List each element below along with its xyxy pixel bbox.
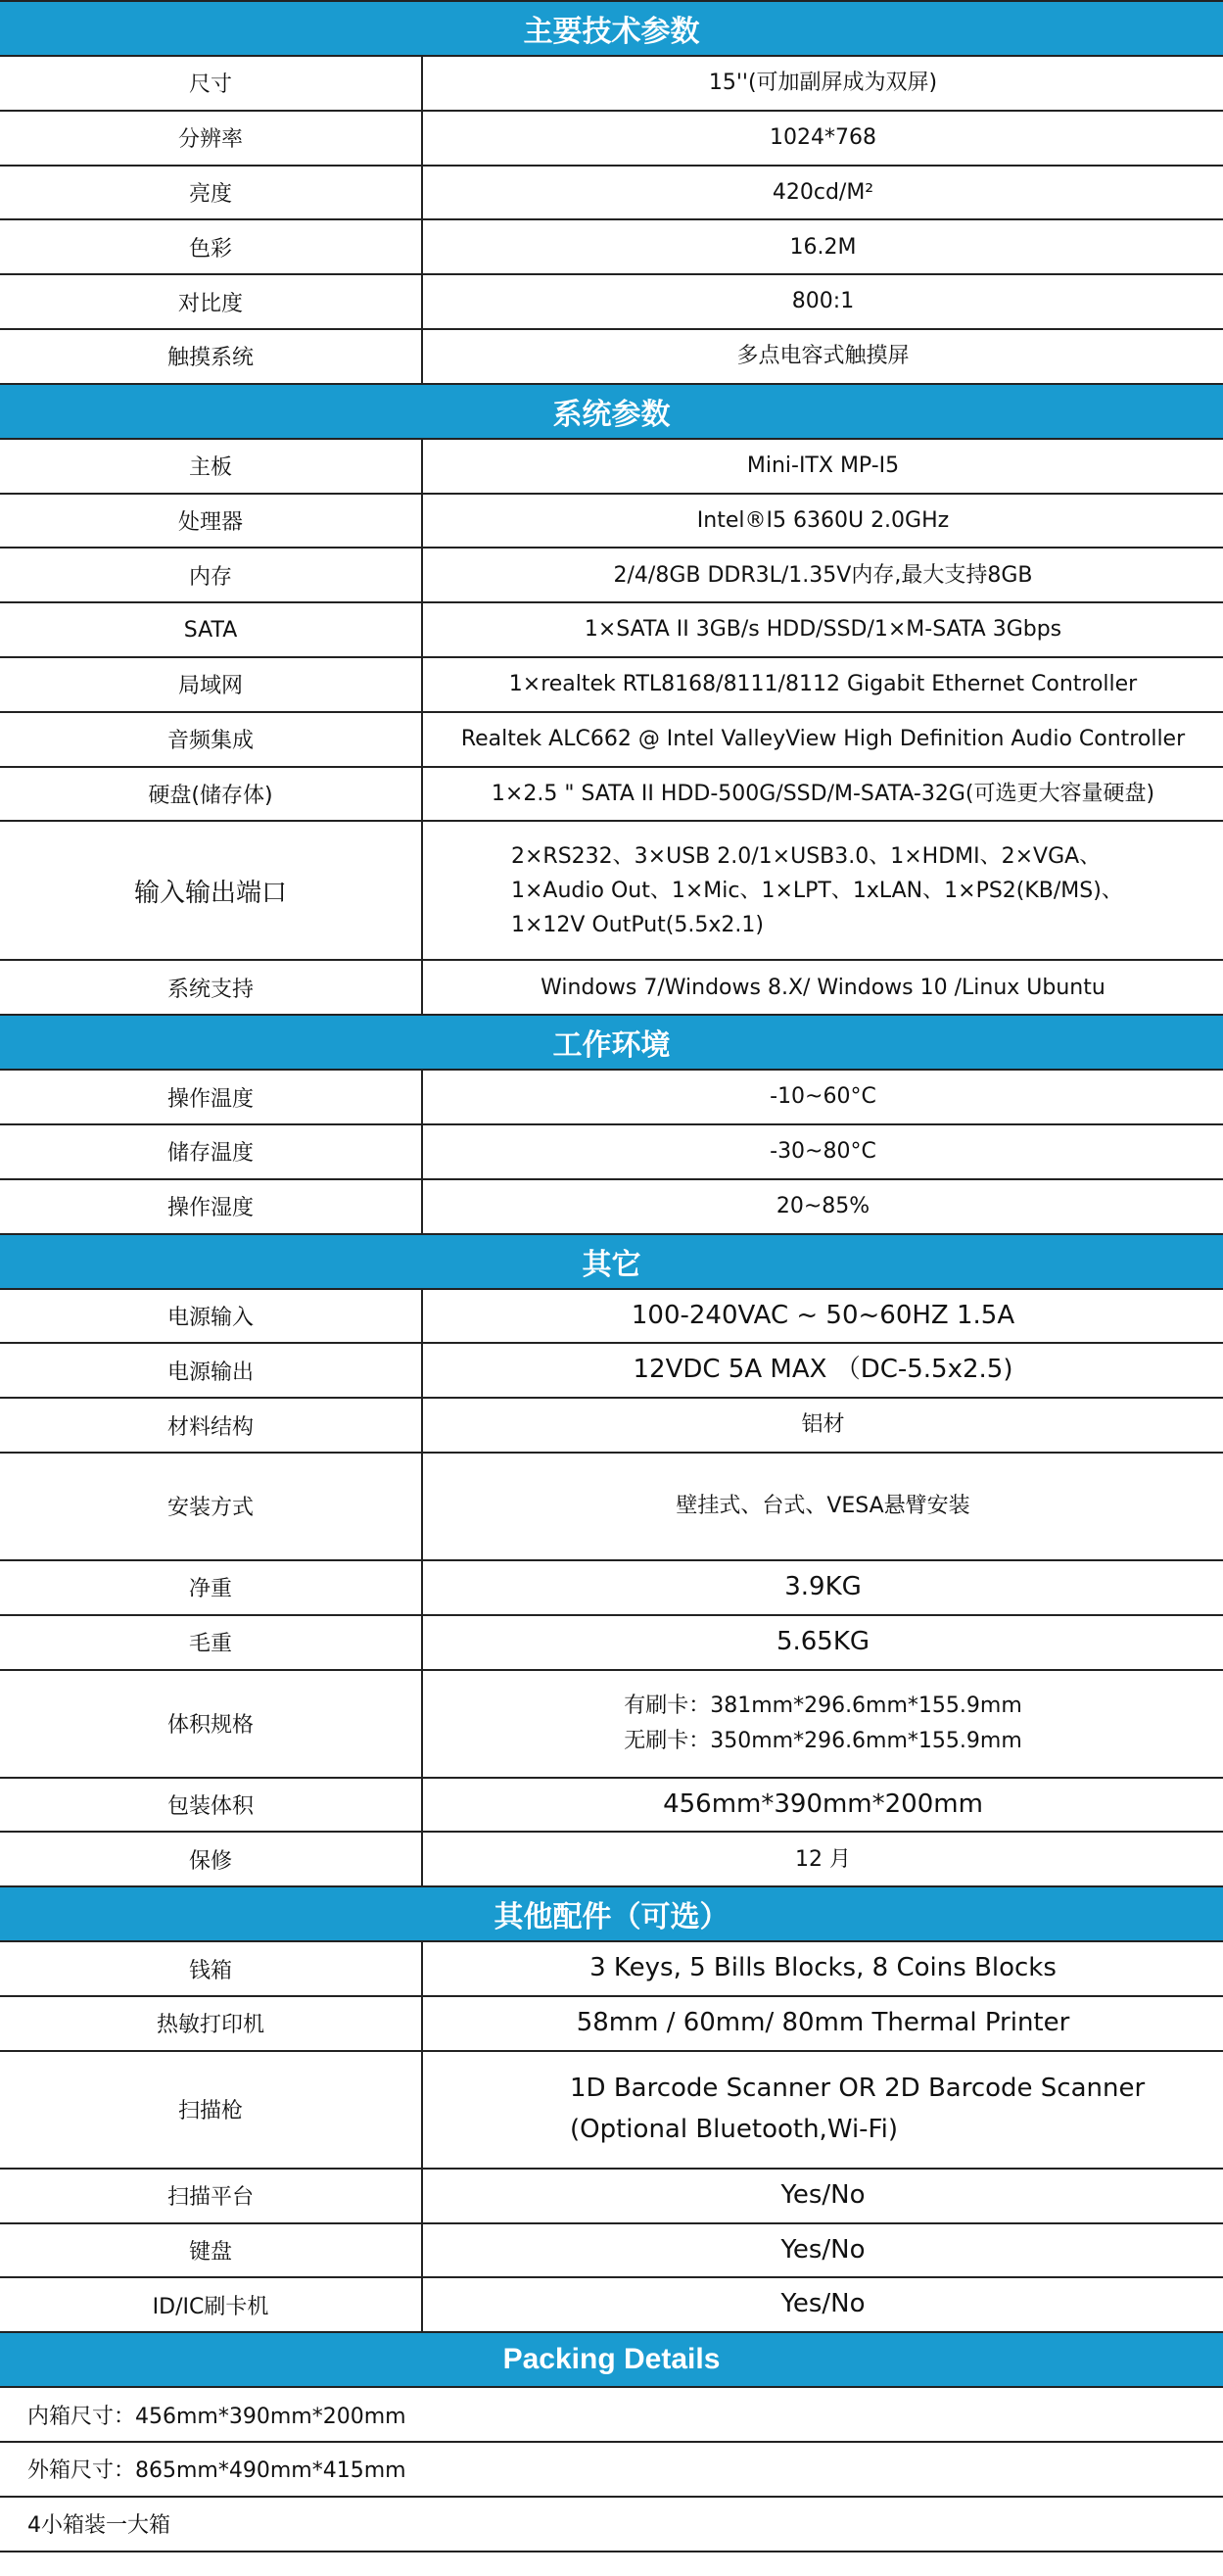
spec-row	[0, 440, 1223, 495]
spec-value-line: 1×SATA II 3GB/s HDD/SSD/1×M-SATA 3Gbps	[584, 617, 1062, 643]
spec-row	[0, 1071, 1223, 1125]
spec-row	[0, 2170, 1223, 2224]
spec-row	[0, 658, 1223, 713]
spec-label: 操作湿度	[0, 1180, 423, 1233]
spec-row	[0, 768, 1223, 823]
spec-label: 触摸系统	[0, 330, 423, 383]
spec-value	[423, 167, 1223, 219]
spec-row	[0, 822, 1223, 961]
spec-value-line: 12 月	[795, 1846, 851, 1872]
section-header: 其它	[0, 1235, 1223, 1290]
spec-value-line: Yes/No	[780, 2234, 866, 2265]
spec-row	[0, 549, 1223, 603]
spec-value-line: Mini-ITX MP-I5	[746, 453, 900, 479]
spec-value	[423, 1942, 1223, 1995]
spec-value-line: -10~60°C	[770, 1084, 876, 1110]
spec-label: 电源输出	[0, 1344, 423, 1397]
spec-value	[423, 1561, 1223, 1614]
spec-label: 净重	[0, 1561, 423, 1614]
spec-row	[0, 1125, 1223, 1180]
spec-value	[423, 2278, 1223, 2331]
spec-label: 音频集成	[0, 713, 423, 766]
spec-value	[423, 275, 1223, 328]
spec-value	[423, 220, 1223, 273]
spec-value	[423, 603, 1223, 656]
spec-label: 扫描平台	[0, 2170, 423, 2222]
section-header: 其他配件（可选）	[0, 1887, 1223, 1942]
spec-row	[0, 603, 1223, 658]
spec-row	[0, 112, 1223, 167]
spec-label: 毛重	[0, 1616, 423, 1669]
spec-value	[423, 112, 1223, 165]
spec-row	[0, 1833, 1223, 1887]
spec-value	[423, 961, 1223, 1014]
spec-value-line: 100-240VAC ~ 50~60HZ 1.5A	[631, 1300, 1015, 1330]
spec-value-line: 无刷卡：350mm*296.6mm*155.9mm	[624, 1728, 1022, 1753]
spec-value-line: 420cd/M²	[772, 179, 874, 205]
spec-value-line: (Optional Bluetooth,Wi-Fi)	[570, 2114, 898, 2144]
spec-value	[423, 1779, 1223, 1832]
spec-value	[423, 1671, 1223, 1777]
spec-row	[0, 1942, 1223, 1997]
spec-value-line: 456mm*390mm*200mm	[663, 1789, 983, 1819]
spec-value-line: 壁挂式、台式、VESA悬臂安装	[676, 1494, 970, 1519]
spec-row	[0, 1616, 1223, 1671]
spec-label: 硬盘(储存体)	[0, 768, 423, 821]
spec-value	[423, 2052, 1223, 2168]
packing-header: Packing Details	[0, 2333, 1223, 2388]
spec-row	[0, 1344, 1223, 1399]
spec-row	[0, 330, 1223, 385]
spec-label: 尺寸	[0, 57, 423, 110]
packing-line: 内箱尺寸：456mm*390mm*200mm	[0, 2388, 1223, 2443]
spec-label: 键盘	[0, 2224, 423, 2277]
spec-label: 主板	[0, 440, 423, 493]
packing-line: 外箱尺寸：865mm*490mm*415mm	[0, 2443, 1223, 2498]
spec-row	[0, 1180, 1223, 1235]
spec-value-line: 2/4/8GB DDR3L/1.35V内存,最大支持8GB	[613, 562, 1033, 588]
spec-label: 处理器	[0, 495, 423, 548]
spec-value-line: 1×2.5 " SATA II HDD-500G/SSD/M-SATA-32G(可选更大容量硬盘)	[491, 781, 1155, 806]
spec-row	[0, 1290, 1223, 1345]
spec-value-line: 1D Barcode Scanner OR 2D Barcode Scanner	[570, 2074, 1146, 2104]
spec-value-line: 16.2M	[789, 234, 857, 260]
spec-label: 材料结构	[0, 1399, 423, 1452]
spec-value-line: 1×realtek RTL8168/8111/8112 Gigabit Ethernet Controller	[508, 672, 1138, 697]
spec-label: 输入输出端口	[0, 822, 423, 959]
spec-label: 钱箱	[0, 1942, 423, 1995]
spec-label: SATA	[0, 603, 423, 656]
spec-label: 系统支持	[0, 961, 423, 1014]
spec-value-line: 12VDC 5A MAX （DC-5.5x2.5)	[633, 1355, 1013, 1385]
spec-label: 操作温度	[0, 1071, 423, 1123]
spec-label: 亮度	[0, 167, 423, 219]
spec-value-line: Realtek ALC662 @ Intel ValleyView High Definition Audio Controller	[460, 727, 1186, 752]
spec-value	[423, 822, 1223, 959]
section-header: 系统参数	[0, 385, 1223, 440]
spec-value	[423, 1290, 1223, 1343]
spec-row	[0, 961, 1223, 1016]
spec-value	[423, 1344, 1223, 1397]
spec-label: 色彩	[0, 220, 423, 273]
spec-value	[423, 1399, 1223, 1452]
spec-value	[423, 330, 1223, 383]
section-header: 工作环境	[0, 1016, 1223, 1071]
spec-value-line: 1×12V OutPut(5.5x2.1)	[511, 912, 764, 937]
spec-value	[423, 495, 1223, 548]
spec-value	[423, 2170, 1223, 2222]
spec-row	[0, 1997, 1223, 2052]
spec-row	[0, 1671, 1223, 1779]
spec-label: 保修	[0, 1833, 423, 1885]
spec-value-line: 15''(可加副屏成为双屏)	[708, 71, 938, 96]
spec-value-line: 5.65KG	[776, 1626, 870, 1656]
spec-label: 包装体积	[0, 1779, 423, 1832]
spec-label: 储存温度	[0, 1125, 423, 1178]
spec-value	[423, 1071, 1223, 1123]
spec-value-line: -30~80°C	[770, 1139, 876, 1165]
spec-value-line: 58mm / 60mm/ 80mm Thermal Printer	[576, 2008, 1070, 2038]
spec-value-line: 有刷卡：381mm*296.6mm*155.9mm	[624, 1693, 1022, 1719]
spec-label: 对比度	[0, 275, 423, 328]
spec-row	[0, 1399, 1223, 1454]
spec-label: 安装方式	[0, 1454, 423, 1559]
spec-value	[423, 768, 1223, 821]
spec-value	[423, 1616, 1223, 1669]
spec-label: 内存	[0, 549, 423, 601]
spec-row	[0, 220, 1223, 275]
spec-row	[0, 1561, 1223, 1616]
spec-row	[0, 57, 1223, 112]
spec-label: 体积规格	[0, 1671, 423, 1777]
spec-row	[0, 1454, 1223, 1561]
spec-row	[0, 2052, 1223, 2170]
spec-label: 电源输入	[0, 1290, 423, 1343]
spec-row	[0, 2278, 1223, 2333]
spec-value-line: Windows 7/Windows 8.X/ Windows 10 /Linux Ubuntu	[541, 975, 1105, 1000]
spec-value-line: 多点电容式触摸屏	[736, 344, 910, 369]
packing-line: 4小箱装一大箱	[0, 2498, 1223, 2552]
spec-label: 热敏打印机	[0, 1997, 423, 2050]
spec-value-line: 铝材	[801, 1412, 845, 1438]
spec-value	[423, 1454, 1223, 1559]
spec-value-line: 1×Audio Out、1×Mic、1×LPT、1xLAN、1×PS2(KB/MS)、	[511, 878, 1123, 903]
spec-value	[423, 1833, 1223, 1885]
spec-label: 局域网	[0, 658, 423, 711]
spec-value-line: 20~85%	[776, 1194, 870, 1219]
spec-row	[0, 2224, 1223, 2279]
spec-value	[423, 549, 1223, 601]
spec-row	[0, 495, 1223, 549]
spec-row	[0, 713, 1223, 768]
spec-value-line: 3.9KG	[784, 1572, 862, 1602]
spec-value	[423, 440, 1223, 493]
spec-value	[423, 1180, 1223, 1233]
spec-label: 分辨率	[0, 112, 423, 165]
spec-label: 扫描枪	[0, 2052, 423, 2168]
spec-value-line: Intel®I5 6360U 2.0GHz	[696, 507, 950, 533]
spec-value	[423, 1997, 1223, 2050]
spec-row	[0, 167, 1223, 221]
spec-value	[423, 57, 1223, 110]
spec-value-line: 1024*768	[770, 125, 876, 151]
spec-value-line: Yes/No	[780, 2289, 866, 2319]
spec-value	[423, 713, 1223, 766]
spec-row	[0, 275, 1223, 330]
spec-label: ID/IC刷卡机	[0, 2278, 423, 2331]
spec-value	[423, 2224, 1223, 2277]
spec-row	[0, 1779, 1223, 1834]
spec-value-line: 3 Keys, 5 Bills Blocks, 8 Coins Blocks	[589, 1953, 1057, 1983]
section-header: 主要技术参数	[0, 2, 1223, 57]
spec-value	[423, 658, 1223, 711]
spec-value	[423, 1125, 1223, 1178]
spec-value-line: 2×RS232、3×USB 2.0/1×USB3.0、1×HDMI、2×VGA、	[511, 843, 1102, 869]
spec-value-line: 800:1	[791, 289, 855, 314]
spec-value-line: Yes/No	[780, 2179, 866, 2210]
